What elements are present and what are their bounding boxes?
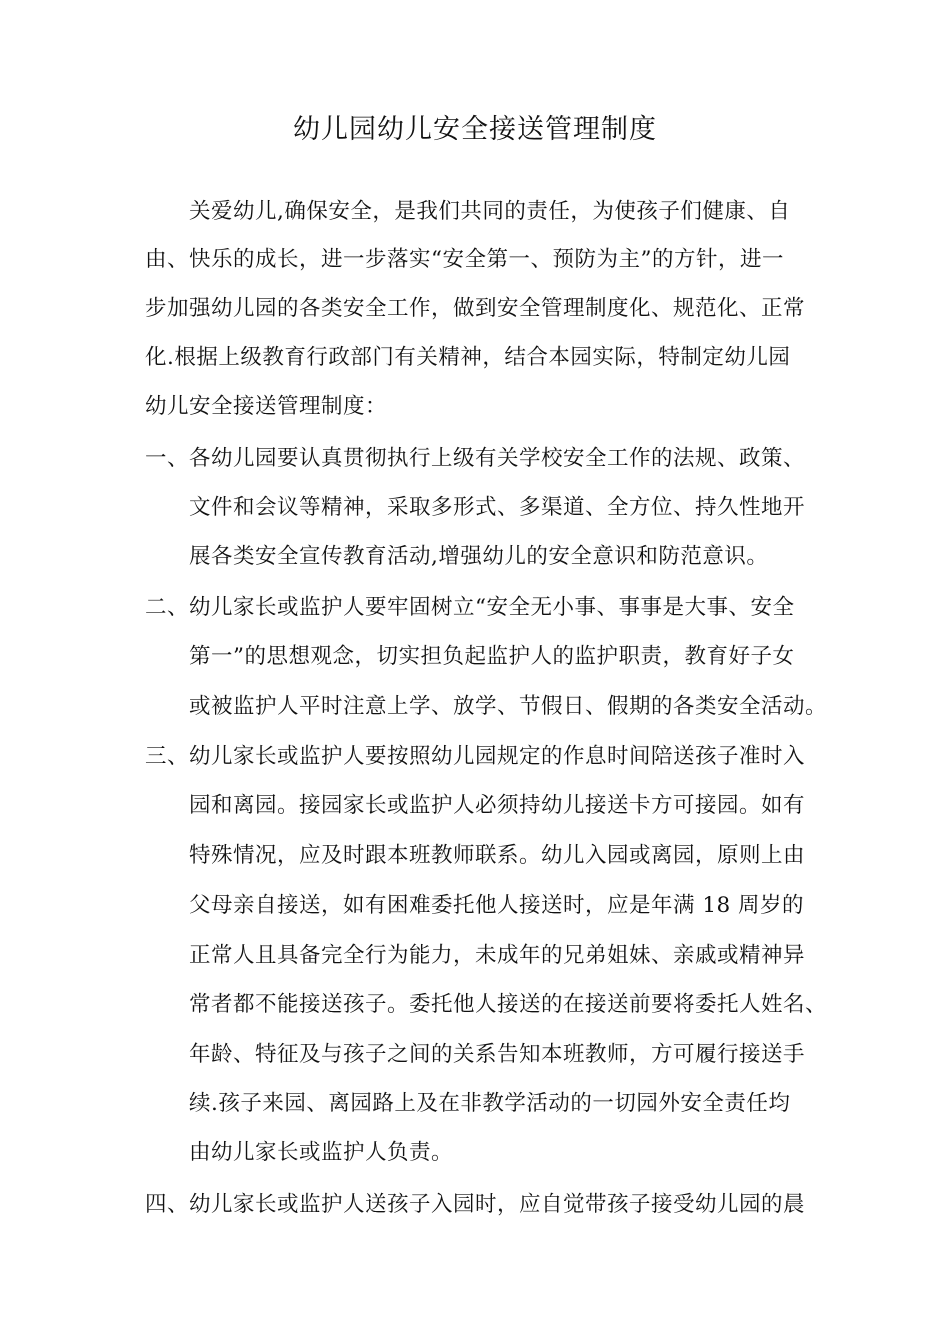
intro-line: 化.根据上级教育行政部门有关精神，结合本园实际，特制定幼儿园: [145, 345, 791, 370]
intro-line: 幼儿安全接送管理制度：: [145, 394, 388, 419]
intro-line: 关爱幼儿,确保安全，是我们共同的责任，为使孩子们健康、自: [189, 199, 791, 224]
item-3-line: 三、幼儿家长或监护人要按照幼儿园规定的作息时间陪送孩子准时入: [145, 744, 806, 769]
item-1-line: 展各类安全宣传教育活动,增强幼儿的安全意识和防范意识。: [189, 544, 769, 569]
document-title: 幼儿园幼儿安全接送管理制度: [293, 114, 657, 145]
item-3-line: 正常人且具备完全行为能力，未成年的兄弟姐妹、亲戚或精神异: [189, 943, 806, 968]
item-4-line: 四、幼儿家长或监护人送孩子入园时，应自觉带孩子接受幼儿园的晨: [145, 1192, 806, 1217]
item-3-line: 常者都不能接送孩子。委托他人接送的在接送前要将委托人姓名、: [189, 992, 828, 1017]
item-2-line: 第一”的思想观念，切实担负起监护人的监护职责，教育好子女: [189, 644, 795, 669]
item-3-line: 园和离园。接园家长或监护人必须持幼儿接送卡方可接园。如有: [189, 793, 806, 818]
item-3-line: 父母亲自接送，如有困难委托他人接送时，应是年满 18 周岁的: [189, 893, 805, 918]
item-3-line: 特殊情况，应及时跟本班教师联系。幼儿入园或离园，原则上由: [189, 843, 806, 868]
item-1-line: 一、各幼儿园要认真贯彻执行上级有关学校安全工作的法规、政策、: [145, 446, 806, 471]
item-3-line: 由幼儿家长或监护人负责。: [189, 1140, 454, 1165]
item-2-line: 二、幼儿家长或监护人要牢固树立“安全无小事、事事是大事、安全: [145, 595, 795, 620]
item-1-line: 文件和会议等精神，采取多形式、多渠道、全方位、持久性地开: [189, 495, 806, 520]
intro-line: 步加强幼儿园的各类安全工作，做到安全管理制度化、规范化、正常: [145, 296, 806, 321]
item-3-line: 年龄、特征及与孩子之间的关系告知本班教师，方可履行接送手: [189, 1042, 806, 1067]
intro-line: 由、快乐的成长，进一步落实“安全第一、预防为主”的方针，进一: [145, 247, 784, 272]
item-3-line: 续.孩子来园、离园路上及在非教学活动的一切园外安全责任均: [189, 1091, 791, 1116]
item-2-line: 或被监护人平时注意上学、放学、节假日、假期的各类安全活动。: [189, 694, 828, 719]
